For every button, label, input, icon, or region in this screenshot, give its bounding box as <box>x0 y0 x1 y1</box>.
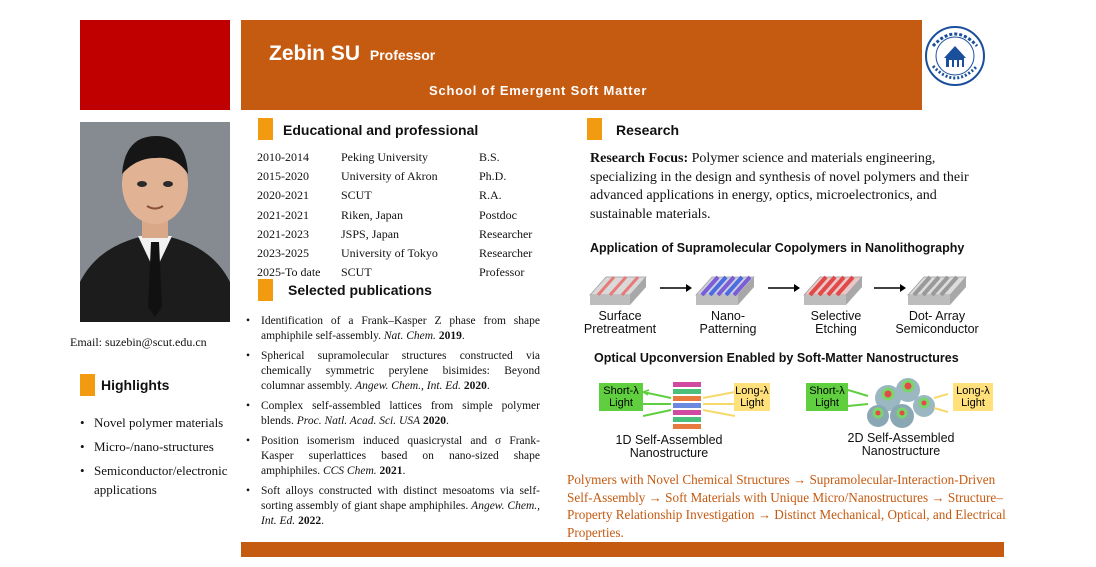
table-row <box>257 148 532 167</box>
1d-nanostructure-illustration <box>643 376 735 434</box>
red-accent-block <box>80 20 230 110</box>
list-item: • Micro-/nano-structures <box>80 437 250 456</box>
list-item: • Complex self-assembled lattices from simple polymer blends. Proc. Natl. Acad. Sci. USA 2020. <box>246 399 540 429</box>
1d-caption <box>610 434 728 460</box>
pub-journal: Angew. Chem., Int. Ed. <box>355 380 461 392</box>
step-label-line: Etching <box>815 322 857 336</box>
highlights-marker <box>80 374 95 396</box>
edu-role: B.S. <box>479 150 500 165</box>
caption-line: Nanostructure <box>629 446 709 460</box>
edu-role: Ph.D. <box>479 169 507 184</box>
publications-heading: Selected publications <box>288 282 432 298</box>
step-label-line: Patterning <box>699 322 757 336</box>
research-heading: Research <box>616 122 680 138</box>
university-logo <box>924 24 986 110</box>
list-item: • Soft alloys constructed with distinct mesoatoms via self-sorting assembly of giant shape amphiphiles. Angew. Chem., Int. Ed. 2022. <box>246 484 540 529</box>
edu-place: University of Akron <box>341 169 438 184</box>
edu-years: 2021-2023 <box>257 226 309 241</box>
edu-years: 2015-2020 <box>257 169 309 184</box>
pub-journal: Nat. Chem. <box>383 330 436 342</box>
pub-journal: Angew. Chem., Int. Ed. <box>261 500 541 527</box>
step-label-line: Surface <box>598 309 642 323</box>
fig1-title: Application of Supramolecular Copolymers in Nanolithography <box>590 241 965 255</box>
edu-years: 2025-To date <box>257 265 321 280</box>
research-focus <box>590 150 1000 224</box>
short-wavelength-label: Short-λ Light <box>806 383 848 411</box>
step-label-line: Dot- Array <box>908 309 966 323</box>
caption-line: 2D Self-Assembled <box>847 431 955 445</box>
pub-text: Soft alloys constructed with distinct mesoatoms via self-sorting assembly of giant shape amphiphiles. <box>261 485 540 512</box>
pub-journal: CCS Chem. <box>322 465 377 477</box>
research-focus-text: Polymer science and materials engineering, specializing in the design and synthesis of novel polymers and their advanced applications in energy, optics, microelectronics, and sustainable materials. <box>590 151 969 222</box>
footer-bar <box>241 542 1004 557</box>
edu-years: 2023-2025 <box>257 246 309 261</box>
pub-text: Identification of a Frank–Kasper Z phase from shape amphiphile self-assembly. <box>261 315 540 342</box>
research-marker <box>587 118 602 140</box>
long-wavelength-label: Long-λ Light <box>953 383 993 411</box>
list-item: • Position isomerism induced quasicrystal and σ Frank-Kasper superlattices based on nano-sized shape amphiphiles. CCS Chem. 2021. <box>246 434 540 479</box>
header-banner <box>241 20 922 110</box>
table-row <box>257 206 532 225</box>
list-item: • Spherical supramolecular structures constructed via chemically symmetric perylene bisimides: Beyond columnar assembly. Angew. Chem., Int. Ed. 2020. <box>246 349 540 394</box>
pub-year: 2020 <box>463 380 487 392</box>
research-focus-label: Research Focus: <box>590 151 689 166</box>
list-item: • Identification of a Frank–Kasper Z phase from shape amphiphile self-assembly. Nat. Chem. 2019. <box>246 314 540 344</box>
pub-year: 2019 <box>438 330 462 342</box>
edu-place: SCUT <box>341 265 372 280</box>
table-row <box>257 244 532 263</box>
step-label-line: Selective <box>810 309 862 323</box>
edu-place: JSPS, Japan <box>341 226 400 241</box>
pub-text: Complex self-assembled lattices from simple polymer blends. <box>261 400 540 427</box>
education-heading: Educational and professional <box>283 122 479 138</box>
edu-role: Professor <box>479 265 525 280</box>
pub-text: Spherical supramolecular structures constructed via chemically symmetric perylene bisimides: Beyond columnar assembly. <box>261 350 540 392</box>
step-label-line: Pretreatment <box>583 322 657 336</box>
edu-place: University of Tokyo <box>341 246 438 261</box>
pub-year: 2022 <box>298 515 322 527</box>
person-name: Zebin SU <box>269 42 361 65</box>
table-row <box>257 225 532 244</box>
education-marker <box>258 118 273 140</box>
highlights-heading: Highlights <box>101 377 170 393</box>
list-item: • Semiconductor/electronic applications <box>80 461 250 499</box>
pub-year: 2021 <box>379 465 403 477</box>
education-table <box>257 148 532 282</box>
list-item: • Novel polymer materials <box>80 413 250 432</box>
person-title: Professor <box>369 47 436 63</box>
pub-text: Position isomerism induced quasicrystal and σ Frank-Kasper superlattices based on nano-sized shape amphiphiles. <box>261 435 540 477</box>
arrow-right-icon <box>768 280 800 298</box>
name-line <box>269 42 435 66</box>
pub-year: 2020 <box>422 415 446 427</box>
school-name: School of Emergent Soft Matter <box>429 83 648 98</box>
edu-years: 2021-2021 <box>257 207 309 222</box>
step-surface-illustration <box>588 265 648 309</box>
arrow-right-icon <box>660 280 692 298</box>
caption-line: 1D Self-Assembled <box>615 433 723 447</box>
edu-years: 2010-2014 <box>257 150 309 165</box>
step-patterning-illustration <box>694 265 756 309</box>
step-label <box>678 310 778 336</box>
edu-years: 2020-2021 <box>257 188 309 203</box>
edu-role: Researcher <box>479 246 533 261</box>
step-label-line: Semiconductor <box>895 322 979 336</box>
highlights-list <box>80 413 250 504</box>
edu-role: R.A. <box>479 188 502 203</box>
profile-photo <box>80 122 230 322</box>
edu-place: Peking University <box>341 150 428 165</box>
long-wavelength-label: Long-λ Light <box>735 385 769 409</box>
step-label-line: Nano- <box>710 309 746 323</box>
pub-journal: Proc. Natl. Acad. Sci. USA <box>296 415 421 427</box>
step-etching-illustration <box>802 265 864 309</box>
caption-line: Nanostructure <box>861 444 941 458</box>
fig2-title: Optical Upconversion Enabled by Soft-Matter Nanostructures <box>594 351 959 365</box>
table-row <box>257 186 532 205</box>
edu-place: Riken, Japan <box>341 207 403 222</box>
2d-nanostructure-illustration <box>848 372 948 434</box>
step-label <box>570 310 670 336</box>
email-address: Email: suzebin@scut.edu.cn <box>70 335 207 349</box>
edu-role: Researcher <box>479 226 533 241</box>
arrow-right-icon <box>874 280 906 298</box>
table-row <box>257 263 532 282</box>
step-dot-array-illustration <box>906 265 968 309</box>
step-label <box>786 310 886 336</box>
edu-place: SCUT <box>341 188 372 203</box>
short-wavelength-label: Short-λ Light <box>599 383 643 411</box>
step-label <box>884 310 990 336</box>
research-summary: Polymers with Novel Chemical Structures → Supramolecular-Interaction-Driven Self-Assembly → Soft Materials with Unique Micro/Nanostructures → Structure–Property Relationship Investigation → Distinct Mechanical, Optical, and Electrical Properties. <box>567 472 1006 540</box>
publications-marker <box>258 279 273 301</box>
2d-caption <box>836 432 966 458</box>
edu-role: Postdoc <box>479 207 518 222</box>
table-row <box>257 167 532 186</box>
publications-list <box>246 314 540 534</box>
